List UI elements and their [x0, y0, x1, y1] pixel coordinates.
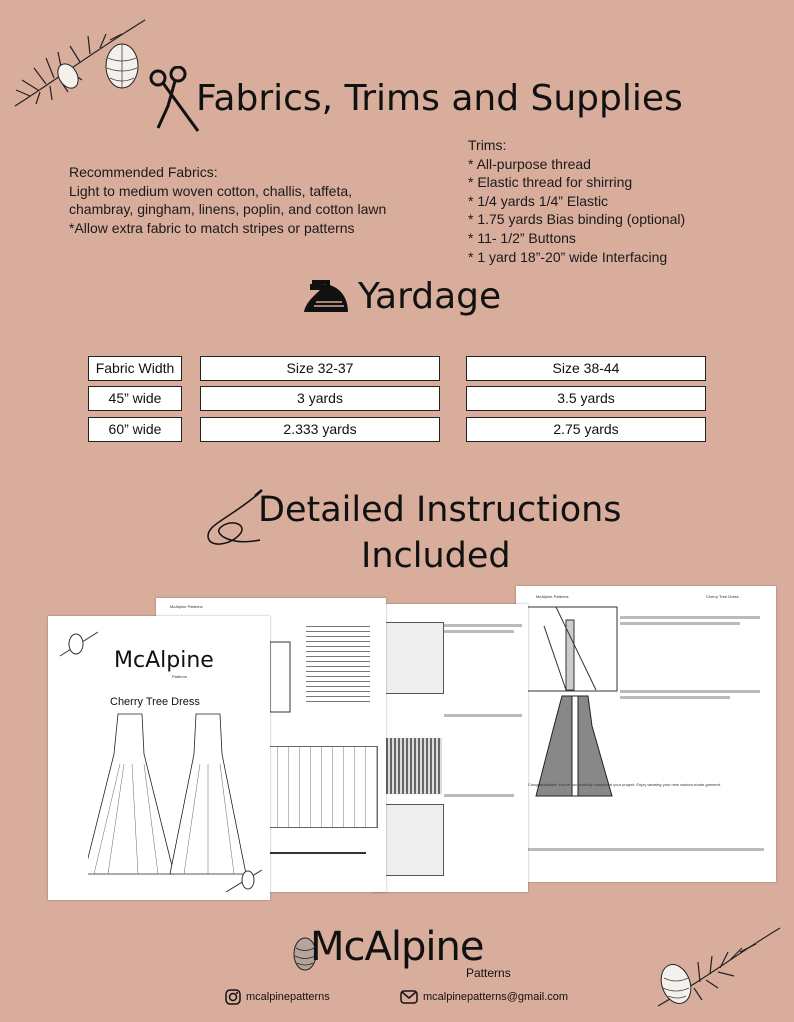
table-cell-yards: 2.75 yards — [466, 417, 706, 442]
table-cell-yards: 3 yards — [200, 386, 440, 411]
preview-cover-page — [48, 616, 270, 900]
dress-illustration — [88, 710, 248, 880]
footer-brand: McAlpine — [310, 924, 484, 970]
preview-page-header: McAlpine Patterns — [170, 604, 203, 609]
cover-title: Cherry Tree Dress — [110, 696, 200, 708]
trims-item: * All-purpose thread — [468, 155, 591, 172]
table-header-size-large: Size 38-44 — [466, 356, 706, 381]
trims-item: * 1/4 yards 1/4” Elastic — [468, 192, 609, 209]
email-icon — [400, 989, 418, 1005]
trims-item: * 1.75 yards Bias binding (optional) — [468, 211, 686, 228]
table-cell-width: 60” wide — [88, 417, 182, 442]
trims-heading: Trims: — [468, 137, 507, 153]
pine-branch-icon — [650, 922, 784, 1014]
instagram-icon — [225, 989, 241, 1005]
preview-page-middle — [372, 604, 528, 892]
email-address[interactable]: mcalpinepatterns@gmail.com — [423, 991, 569, 1003]
table-cell-yards: 3.5 yards — [466, 386, 706, 411]
instruction-diagram — [526, 606, 618, 692]
pine-cone-icon — [224, 866, 264, 896]
fabrics-heading: Recommended Fabrics: — [69, 164, 218, 180]
pine-branch-icon — [10, 14, 150, 114]
preview-page-header-right: Cherry Tree Dress — [706, 594, 739, 599]
yardage-title: Yardage — [358, 276, 502, 317]
trims-item: * 11- 1/2” Buttons — [468, 229, 576, 246]
cover-brand-sub: Patterns — [172, 674, 187, 679]
trims-item: * Elastic thread for shirring — [468, 174, 633, 191]
preview-page-header: McAlpine Patterns — [536, 594, 569, 599]
recommended-fabrics — [69, 163, 386, 237]
table-header-size-small: Size 32-37 — [200, 356, 440, 381]
table-cell-yards: 2.333 yards — [200, 417, 440, 442]
page-title: Fabrics, Trims and Supplies — [196, 78, 683, 119]
instructions-title-line1: Detailed Instructions — [258, 490, 622, 530]
instagram-handle[interactable]: mcalpinepatterns — [246, 991, 330, 1003]
table-cell-width: 45” wide — [88, 386, 182, 411]
trims-item: * 1 yard 18”-20” wide Interfacing — [468, 248, 668, 265]
pine-cone-icon — [58, 628, 100, 660]
preview-page-final — [516, 586, 776, 882]
footer-brand-sub: Patterns — [466, 966, 511, 980]
table-header-fabric-width: Fabric Width — [88, 356, 182, 381]
trims-list — [468, 136, 685, 266]
congrats-text: Congratulations! You've successfully completed your project. Enjoy wearing your new custom-made garment. — [528, 782, 722, 787]
fabrics-line: *Allow extra fabric to match stripes or patterns — [69, 219, 355, 236]
pattern-piece-diagram — [266, 638, 296, 718]
fabrics-line: chambray, gingham, linens, poplin, and cotton lawn — [69, 201, 387, 218]
cover-brand: McAlpine — [114, 648, 214, 673]
instructions-title-line2: Included — [361, 536, 511, 576]
iron-icon — [300, 276, 352, 316]
fabrics-line: Light to medium woven cotton, challis, taffeta, — [69, 182, 353, 199]
